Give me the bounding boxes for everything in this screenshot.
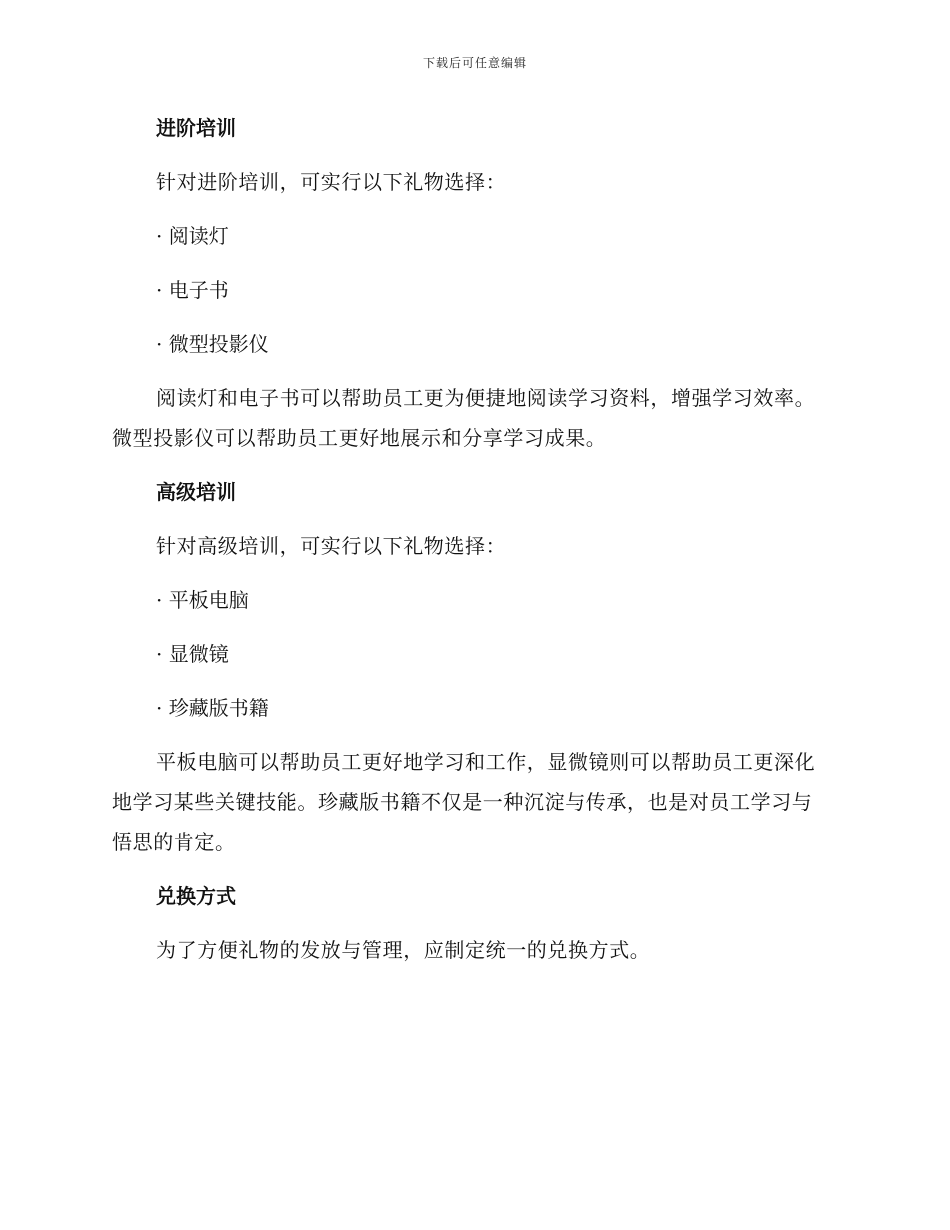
list-item: · 显微镜 [156,642,229,666]
section-description-advanced: 阅读灯和电子书可以帮助员工更为便捷地阅读学习资料，增强学习效率。微型投影仪可以帮助员工更好地展示和分享学习成果。 [112,386,816,450]
page-header: 下载后可任意编辑 [422,56,527,70]
section-intro-exchange: 为了方便礼物的发放与管理，应制定统一的兑换方式。 [156,938,651,962]
section-intro-senior: 针对高级培训，可实行以下礼物选择： [156,534,507,558]
document-body [112,108,832,970]
list-item: · 微型投影仪 [156,332,269,356]
list-item: · 阅读灯 [156,224,229,248]
section-intro-advanced: 针对进阶培训，可实行以下礼物选择： [156,170,507,194]
list-item: · 电子书 [156,278,229,302]
section-heading-senior: 高级培训 [156,480,236,504]
section-heading-exchange: 兑换方式 [156,884,236,908]
list-item: · 珍藏版书籍 [156,696,269,720]
section-description-senior: 平板电脑可以帮助员工更好地学习和工作，显微镜则可以帮助员工更深化地学习某些关键技能。珍藏版书籍不仅是一种沉淀与传承，也是对员工学习与悟思的肯定。 [112,750,816,854]
section-heading-advanced: 进阶培训 [156,116,236,140]
list-item: · 平板电脑 [156,588,249,612]
